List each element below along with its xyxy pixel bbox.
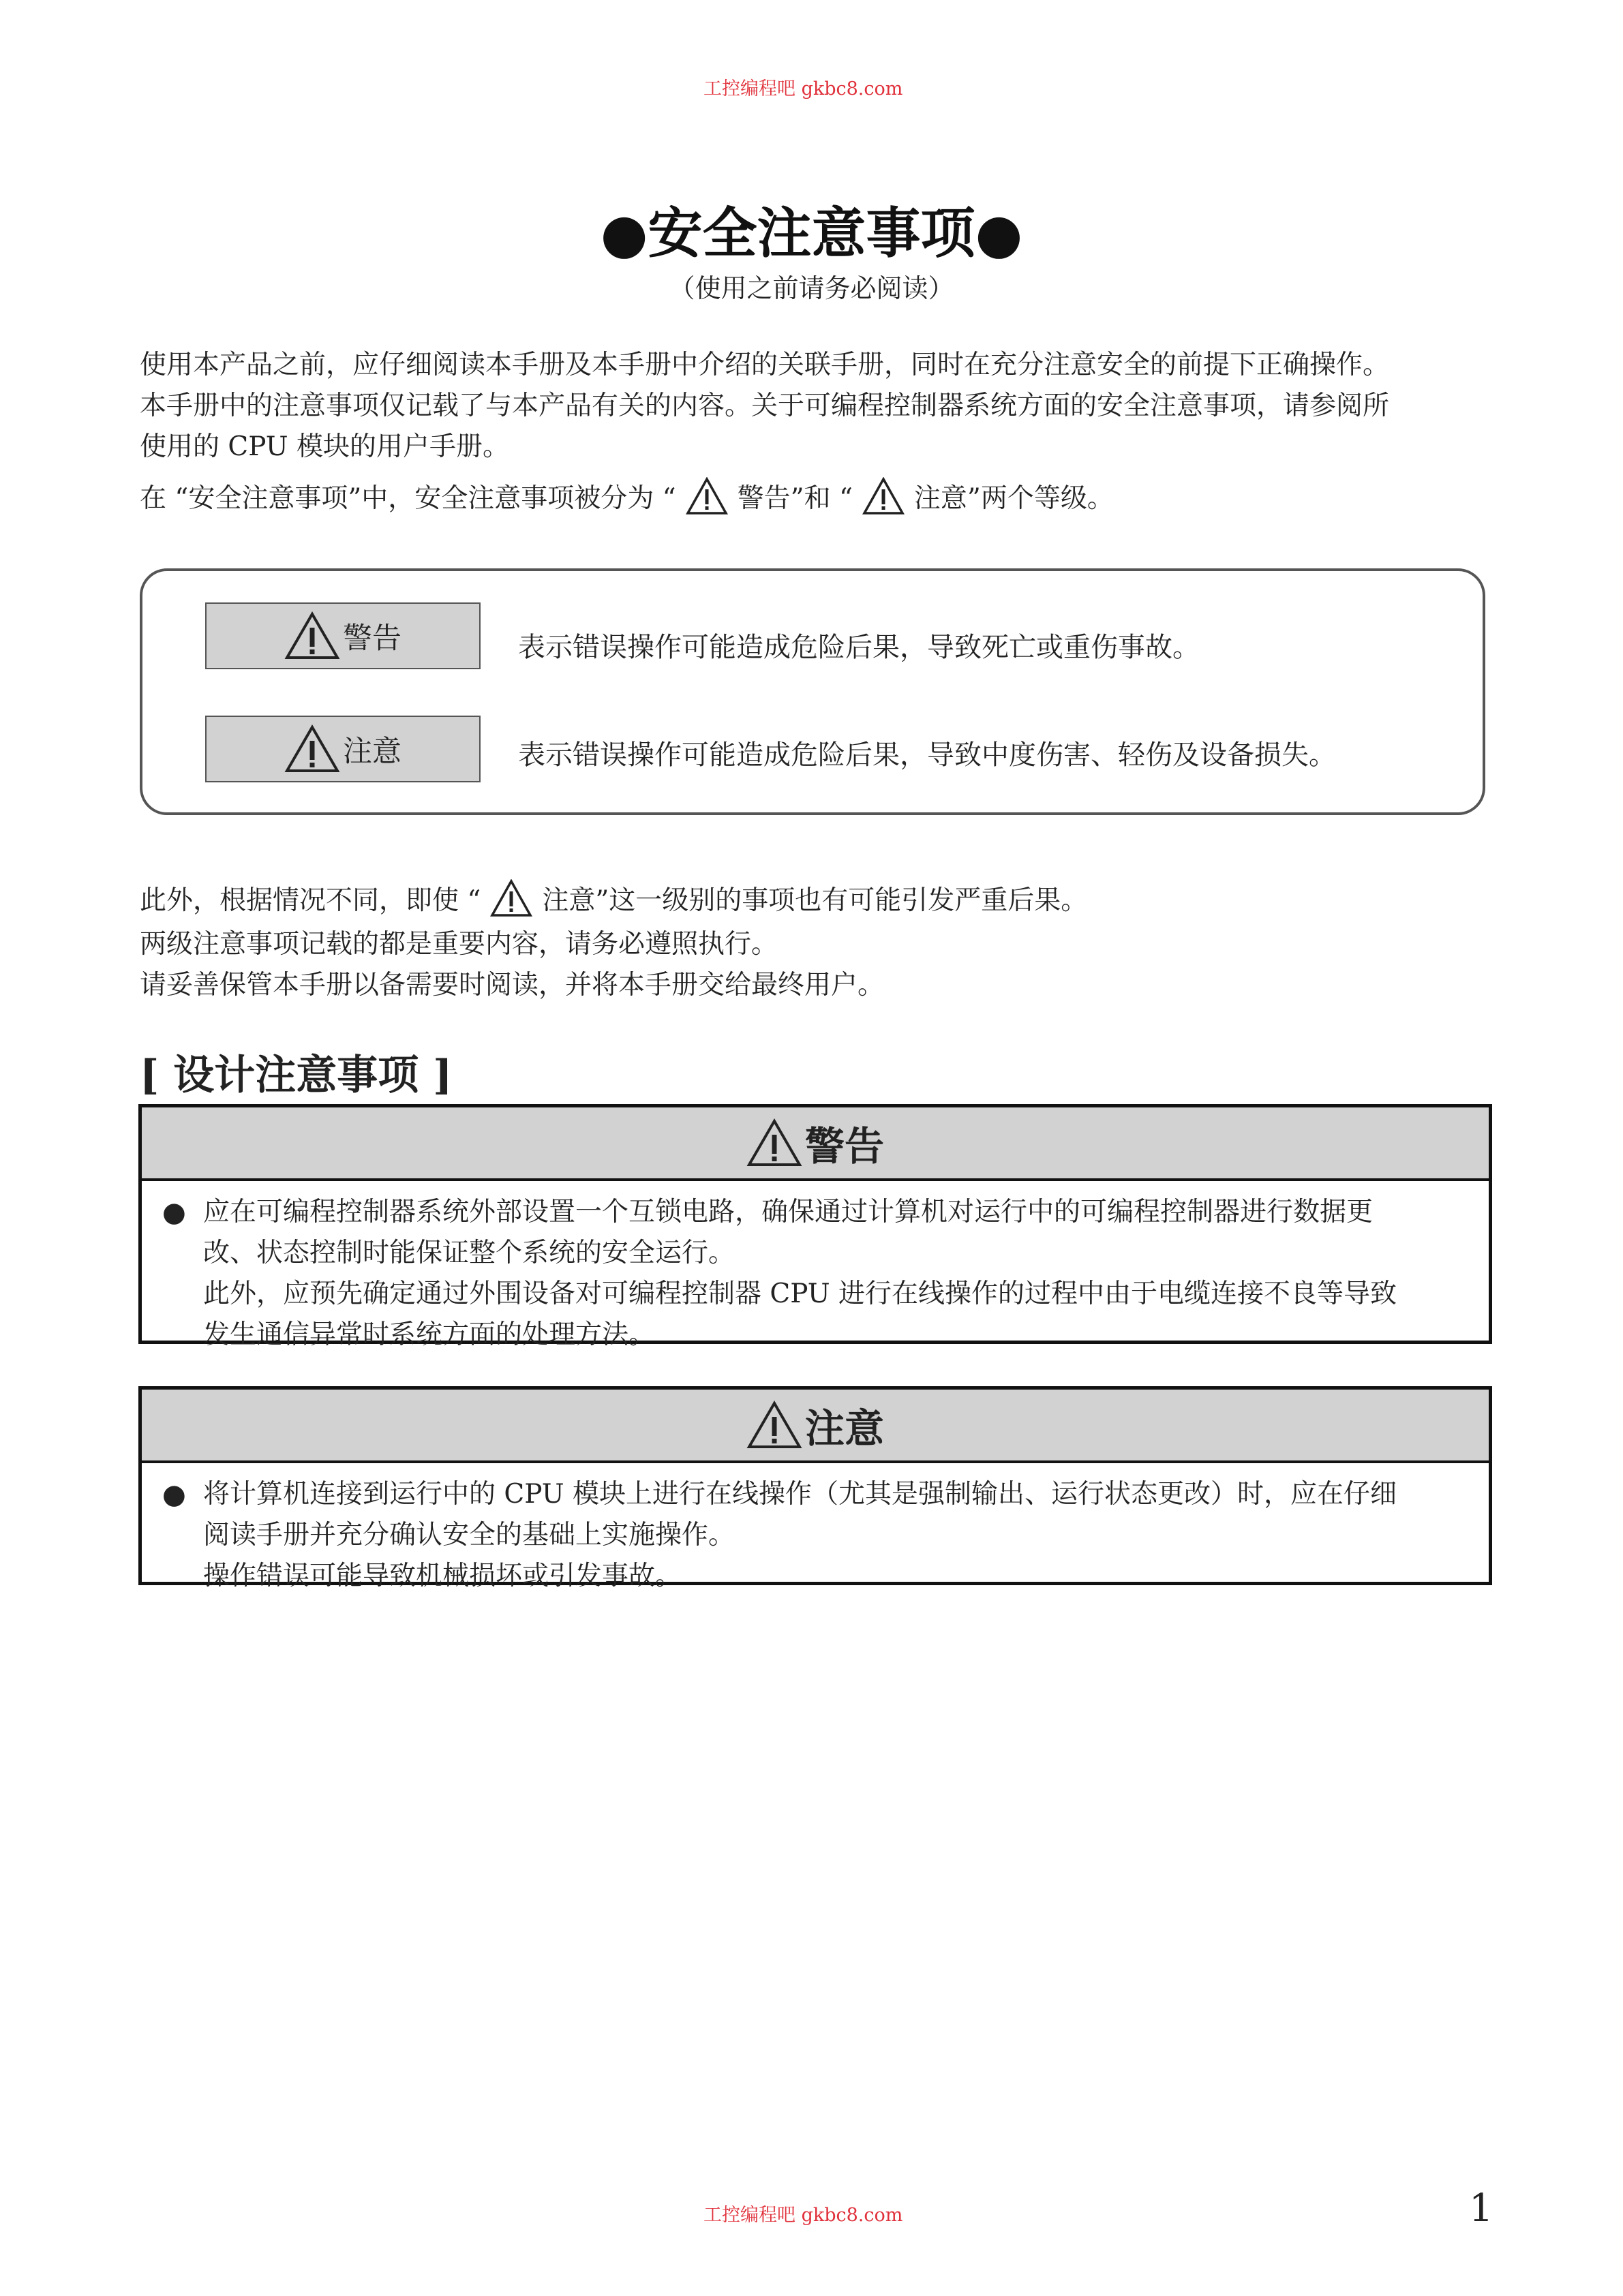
- intro-paragraph: [140, 345, 1503, 468]
- caution-line-2: 阅读手册并充分确认安全的基础上实施操作。: [203, 1520, 735, 1550]
- legend-caution-text: 注意: [343, 734, 401, 769]
- page-number: 1: [1469, 2186, 1493, 2231]
- page-subtitle: （使用之前请务必阅读）: [669, 273, 954, 303]
- section-heading: [ 设计注意事项 ]: [140, 1052, 453, 1099]
- warning-triangle-icon: [686, 477, 728, 515]
- notes-line-2: 两级注意事项记载的都是重要内容，请务必遵照执行。: [140, 929, 778, 960]
- intro-line-1: 使用本产品之前，应仔细阅读本手册及本手册中介绍的关联手册，同时在充分注意安全的前提下正确操作。: [140, 350, 1390, 380]
- notes-line-3: 请妥善保管本手册以备需要时阅读，并将本手册交给最终用户。: [140, 970, 885, 1000]
- warning-triangle-icon: [862, 477, 905, 515]
- warning-box-header: [142, 1107, 1489, 1181]
- caution-box-body: [142, 1463, 1489, 1599]
- legend-warning-text: 警告: [343, 621, 401, 656]
- intro-line-2: 本手册中的注意事项仅记载了与本产品有关的内容。关于可编程控制器系统方面的安全注意事项，请参阅所: [140, 391, 1390, 421]
- caution-box-header: [142, 1390, 1489, 1463]
- warning-line-3: 此外，应预先确定通过外围设备对可编程控制器 CPU 进行在线操作的过程中由于电缆连接不良等导致: [203, 1279, 1397, 1309]
- legend-warning-label: [205, 602, 481, 669]
- levels-line: [140, 477, 1503, 519]
- warning-box-body: [142, 1181, 1489, 1358]
- caution-line-3: 操作错误可能导致机械损坏或引发事故。: [203, 1561, 682, 1591]
- warning-box-title: 警告: [804, 1123, 884, 1169]
- watermark-bottom: 工控编程吧 gkbc8.com: [703, 2205, 903, 2226]
- warning-triangle-icon: [490, 879, 532, 917]
- warning-line-1: 应在可编程控制器系统外部设置一个互锁电路，确保通过计算机对运行中的可编程控制器进行数据更: [203, 1197, 1374, 1227]
- caution-box: [138, 1386, 1492, 1591]
- warning-line-2: 改、状态控制时能保证整个系统的安全运行。: [203, 1238, 735, 1268]
- caution-line-1: 将计算机连接到运行中的 CPU 模块上进行在线操作（尤其是强制输出、运行状态更改）时，应在仔细: [203, 1479, 1397, 1510]
- notes-line-1: [140, 879, 1503, 921]
- bullet: ●: [162, 1197, 186, 1228]
- legend-warning-desc: 表示错误操作可能造成危险后果，导致死亡或重伤事故。: [518, 632, 1200, 663]
- page-title: ●安全注意事项●: [600, 201, 1023, 265]
- bullet: ●: [162, 1479, 186, 1510]
- notes-line-1-prefix: 此外，根据情况不同，即使 “: [140, 885, 481, 916]
- warning-triangle-icon: [746, 1118, 802, 1167]
- notes-line-1-suffix: 注意”这一级别的事项也有可能引发严重后果。: [542, 885, 1088, 916]
- warning-line-4: 发生通信异常时系统方面的处理方法。: [203, 1319, 656, 1350]
- warning-box: [138, 1104, 1492, 1350]
- caution-box-title: 注意: [804, 1405, 884, 1452]
- legend-caution-label: [205, 716, 481, 782]
- watermark-top: 工控编程吧 gkbc8.com: [703, 78, 903, 100]
- warning-triangle-icon: [284, 611, 340, 660]
- intro-line-3: 使用的 CPU 模块的用户手册。: [140, 431, 510, 462]
- levels-prefix: 在 “安全注意事项”中，安全注意事项被分为 “: [140, 483, 676, 514]
- legend-caution-desc: 表示错误操作可能造成危险后果，导致中度伤害、轻伤及设备损失。: [518, 739, 1336, 771]
- warning-triangle-icon: [284, 724, 340, 774]
- levels-warning: 警告”和 “: [737, 483, 853, 514]
- levels-caution: 注意”两个等级。: [913, 483, 1114, 514]
- warning-triangle-icon: [746, 1400, 802, 1450]
